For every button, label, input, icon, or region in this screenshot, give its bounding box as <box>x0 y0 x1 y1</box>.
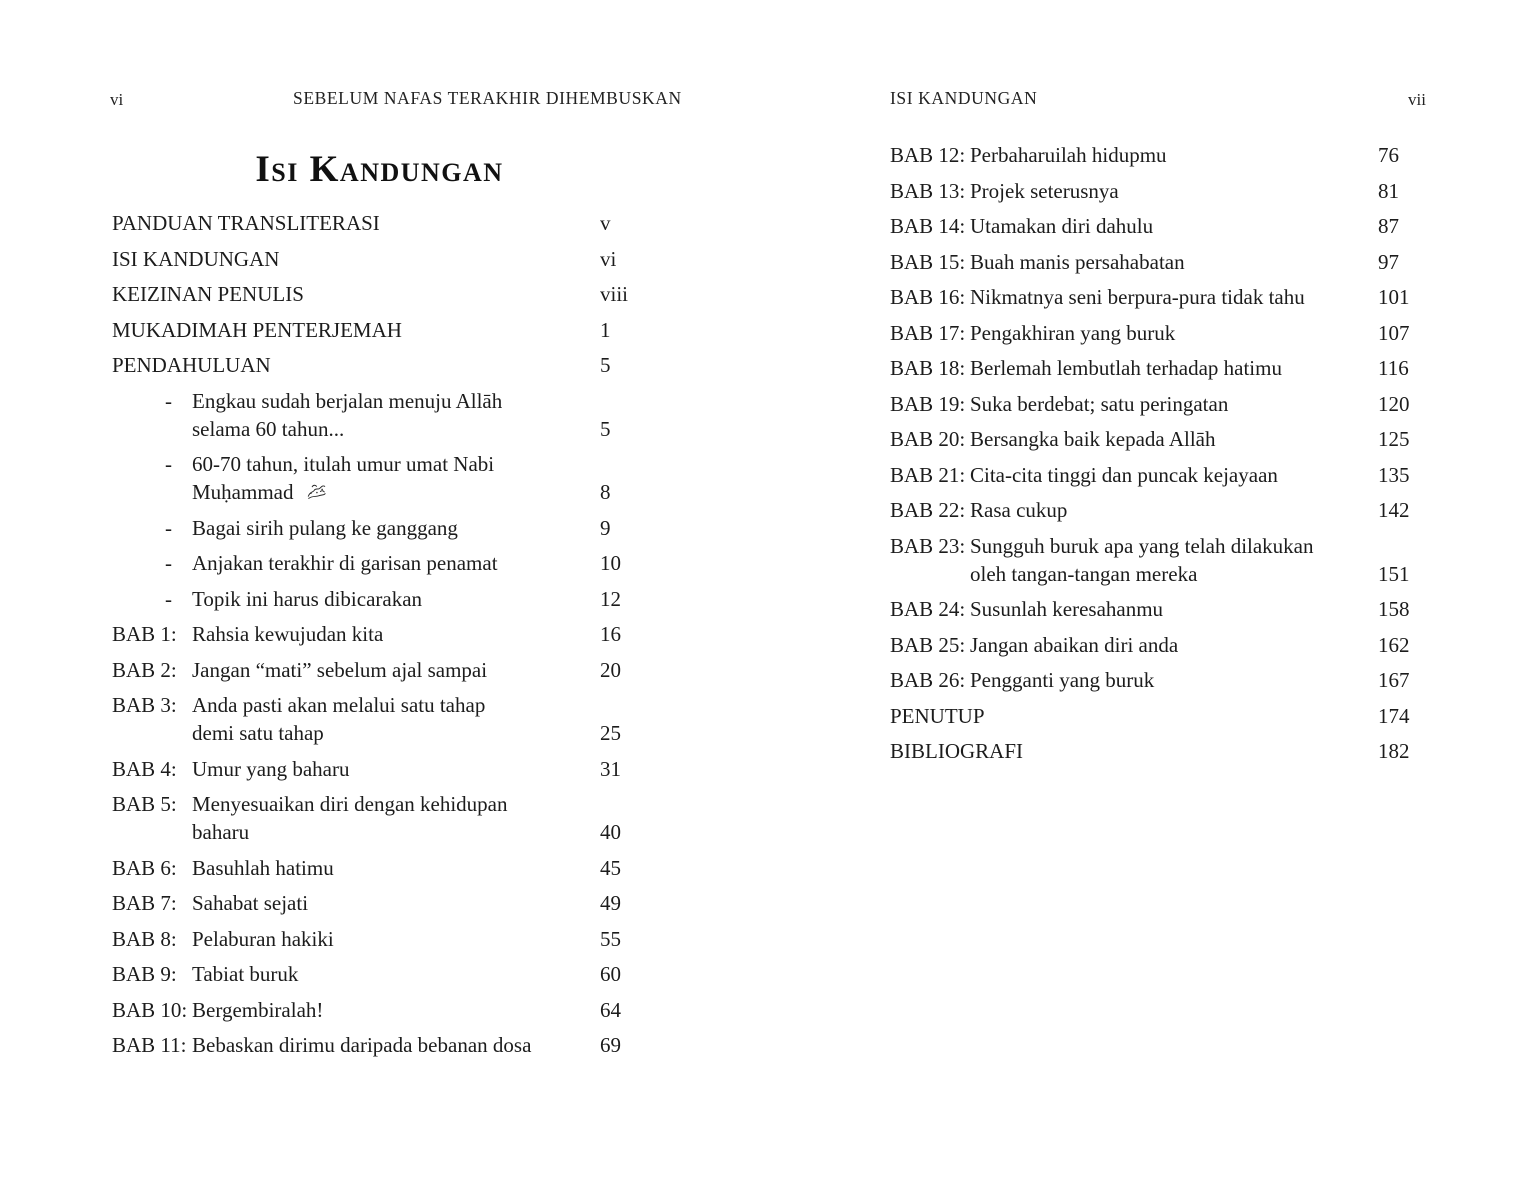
entry-chapter-label: BAB 1: <box>112 622 177 646</box>
entry-page-number: 135 <box>1378 462 1410 487</box>
entry-chapter-label: BAB 24: <box>890 597 966 621</box>
toc-entry <box>112 755 657 783</box>
toc-entry <box>890 141 1435 169</box>
entry-title: Bebaskan dirimu daripada bebanan dosa <box>192 1033 532 1057</box>
entry-page-number: 9 <box>600 515 611 540</box>
toc-entry <box>890 319 1435 347</box>
entry-page-number: 158 <box>1378 597 1410 621</box>
toc-entry <box>890 354 1435 382</box>
entry-chapter-label: BAB 9: <box>112 962 177 986</box>
entry-title: Suka berdebat; satu peringatan <box>970 391 1229 416</box>
toc-entry <box>890 702 1435 730</box>
entry-title: Cita-cita tinggi dan puncak kejayaan <box>970 462 1278 487</box>
toc-entry <box>112 854 657 882</box>
entry-title: Sahabat sejati <box>192 891 309 915</box>
entry-page-number: 40 <box>600 820 621 844</box>
entry-page-number: viii <box>600 282 629 306</box>
toc-entry <box>890 461 1435 489</box>
entry-page-number: 55 <box>600 926 621 951</box>
entry-page-number: 97 <box>1378 249 1399 274</box>
entry-page-number: 5 <box>600 416 611 441</box>
entry-title: ISI KANDUNGAN <box>112 246 280 271</box>
entry-dash: - <box>165 551 172 575</box>
toc-entry <box>112 316 657 344</box>
entry-page-number: 8 <box>600 480 611 504</box>
entry-page-number: 142 <box>1378 498 1410 522</box>
entry-page-number: 120 <box>1378 391 1410 416</box>
entry-page-number: 64 <box>600 997 621 1022</box>
entry-title: 60-70 tahun, itulah umur umat Nabi Muḥammad <box>192 452 495 504</box>
entry-page-number: vi <box>600 246 617 271</box>
toc-entry <box>890 390 1435 418</box>
entry-page-number: 60 <box>600 962 621 986</box>
toc-entry <box>112 585 657 613</box>
entry-title: Nikmatnya seni berpura-pura tidak tahu <box>970 285 1305 309</box>
toc-entry <box>890 737 1435 765</box>
entry-chapter-label: BAB 17: <box>890 320 966 345</box>
toc-entry <box>112 790 657 846</box>
entry-page-number: 116 <box>1378 356 1409 380</box>
toc-entry <box>112 925 657 953</box>
entry-title: BIBLIOGRAFI <box>890 739 1024 763</box>
left-folio: vi <box>110 90 124 109</box>
toc-entry <box>890 532 1435 588</box>
toc-entry <box>112 691 657 747</box>
entry-title: PANDUAN TRANSLITERASI <box>112 211 380 235</box>
sallallahu-alayhi-wasallam-icon <box>306 482 327 501</box>
toc-entry <box>112 549 657 577</box>
entry-chapter-label: BAB 26: <box>890 668 966 692</box>
entry-page-number: 12 <box>600 586 621 611</box>
entry-page-number: 182 <box>1378 739 1410 763</box>
toc-entry <box>112 889 657 917</box>
entry-chapter-label: BAB 15: <box>890 249 966 274</box>
entry-title: MUKADIMAH PENTERJEMAH <box>112 317 402 342</box>
entry-title: KEIZINAN PENULIS <box>112 282 304 306</box>
entry-chapter-label: BAB 3: <box>112 693 177 717</box>
toc-entry <box>112 514 657 542</box>
toc-entry <box>112 1031 657 1059</box>
entry-dash: - <box>165 452 172 476</box>
right-running-head: ISI KANDUNGAN <box>890 88 1038 108</box>
entry-title: Jangan abaikan diri anda <box>970 632 1179 657</box>
entry-title: Umur yang baharu <box>192 756 350 781</box>
entry-title: PENDAHULUAN <box>112 353 271 377</box>
entry-chapter-label: BAB 6: <box>112 855 177 880</box>
entry-chapter-label: BAB 23: <box>890 533 966 558</box>
entry-title: Tabiat buruk <box>192 962 299 986</box>
toc-entry <box>112 387 657 443</box>
entry-chapter-label: BAB 21: <box>890 462 966 487</box>
entry-title: Basuhlah hatimu <box>192 855 334 880</box>
entry-title: Anda pasti akan melalui satu tahap demi satu tahap <box>192 693 486 745</box>
entry-page-number: 162 <box>1378 632 1410 657</box>
toc-entry <box>890 631 1435 659</box>
right-folio: vii <box>1408 90 1426 109</box>
toc-entry <box>890 248 1435 276</box>
entry-title: Buah manis persahabatan <box>970 249 1185 274</box>
entry-title: Engkau sudah berjalan menuju Allāh selama 60 tahun... <box>192 388 503 441</box>
entry-page-number: 45 <box>600 855 621 880</box>
entry-title: Pengganti yang buruk <box>970 668 1155 692</box>
entry-page-number: 69 <box>600 1033 621 1057</box>
toc-entry <box>890 212 1435 240</box>
toc-entry <box>890 595 1435 623</box>
entry-chapter-label: BAB 14: <box>890 214 966 238</box>
entry-page-number: v <box>600 211 611 235</box>
entry-page-number: 87 <box>1378 214 1399 238</box>
toc-entry <box>890 425 1435 453</box>
toc-entry <box>112 620 657 648</box>
entry-page-number: 174 <box>1378 703 1410 728</box>
entry-page-number: 167 <box>1378 668 1410 692</box>
toc-entry <box>112 351 657 379</box>
toc-entry <box>112 280 657 308</box>
toc-entry <box>890 177 1435 205</box>
left-running-head: SEBELUM NAFAS TERAKHIR DIHEMBUSKAN <box>293 88 682 108</box>
toc-entry <box>112 996 657 1024</box>
entry-chapter-label: BAB 12: <box>890 143 966 167</box>
entry-title: Anjakan terakhir di garisan penamat <box>192 551 498 575</box>
entry-title: Bagai sirih pulang ke ganggang <box>192 515 458 540</box>
entry-page-number: 76 <box>1378 143 1399 167</box>
entry-page-number: 81 <box>1378 178 1399 203</box>
left-toc-list <box>112 209 657 1067</box>
entry-title: Pelaburan hakiki <box>192 926 334 951</box>
toc-entry <box>890 496 1435 524</box>
right-toc-list <box>890 141 1435 773</box>
entry-title: Topik ini harus dibicarakan <box>192 586 423 611</box>
toc-entry <box>890 666 1435 694</box>
entry-page-number: 101 <box>1378 285 1410 309</box>
toc-entry <box>112 245 657 273</box>
entry-chapter-label: BAB 13: <box>890 178 966 203</box>
entry-chapter-label: BAB 19: <box>890 391 966 416</box>
entry-page-number: 5 <box>600 353 611 377</box>
entry-title: PENUTUP <box>890 703 985 728</box>
entry-title: Projek seterusnya <box>970 178 1119 203</box>
entry-title: Pengakhiran yang buruk <box>970 320 1176 345</box>
entry-title: Utamakan diri dahulu <box>970 214 1154 238</box>
entry-page-number: 16 <box>600 622 621 646</box>
entry-chapter-label: BAB 7: <box>112 891 177 915</box>
entry-page-number: 1 <box>600 317 611 342</box>
entry-page-number: 10 <box>600 551 621 575</box>
entry-chapter-label: BAB 5: <box>112 792 177 816</box>
entry-page-number: 151 <box>1378 561 1410 586</box>
toc-entry <box>112 450 657 506</box>
entry-title: Perbaharuilah hidupmu <box>970 143 1167 167</box>
entry-title: Menyesuaikan diri dengan kehidupan baharu <box>192 792 508 844</box>
toc-title: Isi Kandungan <box>255 149 504 190</box>
toc-entry <box>890 283 1435 311</box>
entry-chapter-label: BAB 4: <box>112 756 177 781</box>
entry-dash: - <box>165 388 172 413</box>
entry-title: Susunlah keresahanmu <box>970 597 1164 621</box>
entry-title: Jangan “mati” sebelum ajal sampai <box>192 657 488 682</box>
toc-entry <box>112 960 657 988</box>
entry-chapter-label: BAB 20: <box>890 427 966 451</box>
entry-chapter-label: BAB 16: <box>890 285 966 309</box>
entry-page-number: 25 <box>600 721 621 745</box>
entry-chapter-label: BAB 11: <box>112 1033 187 1057</box>
toc-entry <box>112 209 657 237</box>
entry-title: Rasa cukup <box>970 498 1068 522</box>
entry-chapter-label: BAB 2: <box>112 657 177 682</box>
entry-dash: - <box>165 515 172 540</box>
entry-title: Berlemah lembutlah terhadap hatimu <box>970 356 1282 380</box>
entry-page-number: 107 <box>1378 320 1410 345</box>
entry-chapter-label: BAB 22: <box>890 498 966 522</box>
entry-title: Sungguh buruk apa yang telah dilakukan oleh tangan-tangan mereka <box>970 533 1314 586</box>
entry-page-number: 20 <box>600 657 621 682</box>
entry-title: Rahsia kewujudan kita <box>192 622 384 646</box>
entry-page-number: 31 <box>600 756 621 781</box>
entry-chapter-label: BAB 10: <box>112 997 188 1022</box>
entry-chapter-label: BAB 25: <box>890 632 966 657</box>
entry-title: Bergembiralah! <box>192 997 324 1022</box>
entry-chapter-label: BAB 8: <box>112 926 177 951</box>
toc-entry <box>112 656 657 684</box>
entry-page-number: 125 <box>1378 427 1410 451</box>
entry-title: Bersangka baik kepada Allāh <box>970 427 1216 451</box>
entry-page-number: 49 <box>600 891 621 915</box>
entry-dash: - <box>165 586 172 611</box>
entry-chapter-label: BAB 18: <box>890 356 966 380</box>
